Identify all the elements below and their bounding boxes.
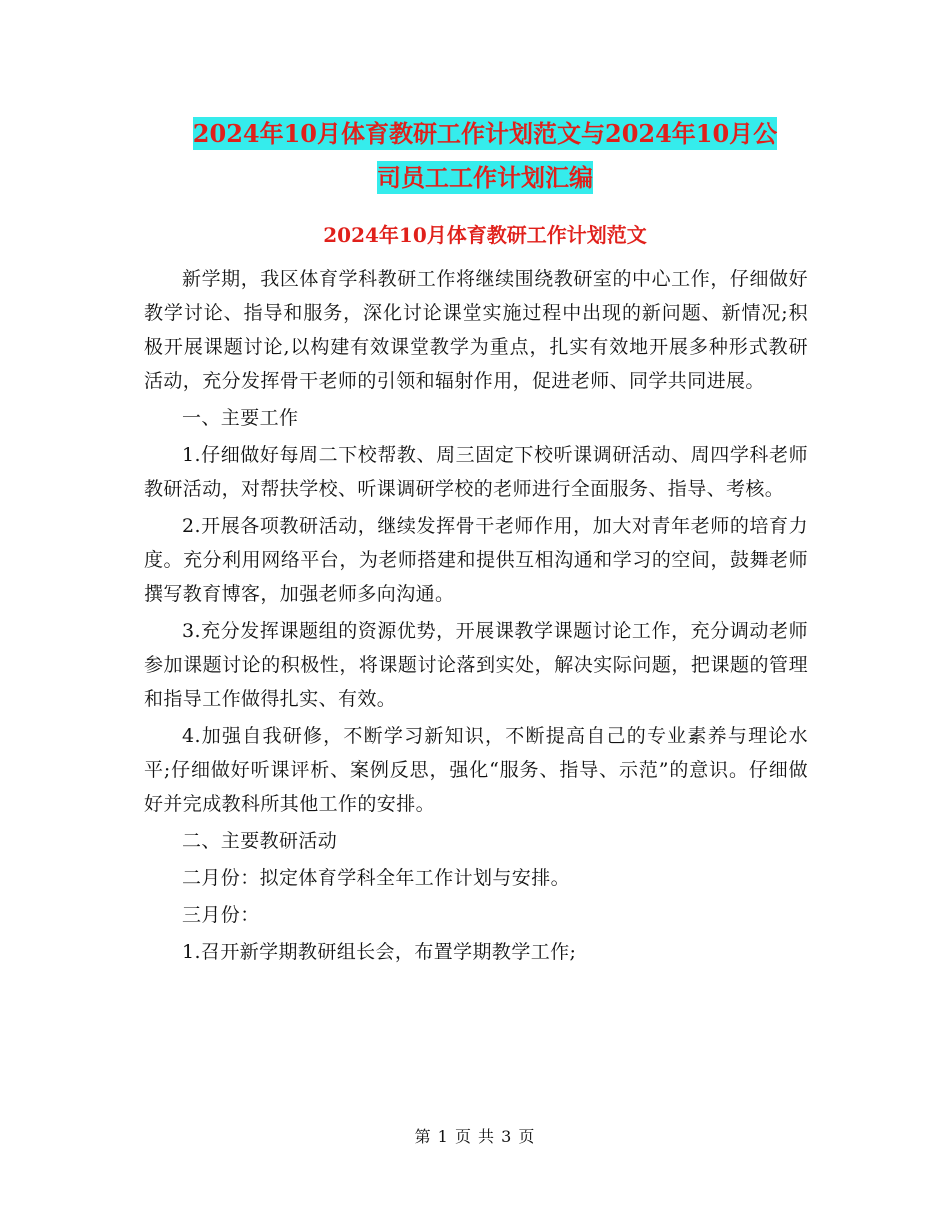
paragraph-march: 三月份： <box>182 904 260 926</box>
paragraph-item-4: 4.加强自我研修，不断学习新知识，不断提高自己的专业素养与理论水平;仔细做好听课评析、案例反思，强化“服务、指导、示范”的意识。仔细做好并完成教科所其他工作的安排。 <box>144 725 808 815</box>
paragraph-item-1: 1.仔细做好每周二下校帮教、周三固定下校听课调研活动、周四学科老师教研活动，对帮扶学校、听课调研学校的老师进行全面服务、指导、考核。 <box>144 444 808 500</box>
section-title: 2024年10月体育教研工作计划范文 <box>323 223 647 247</box>
paragraph-march-item-1: 1.召开新学期教研组长会，布置学期教学工作; <box>182 941 577 963</box>
document-title-line-1: 2024年10月体育教研工作计划范文与2024年10月公 <box>192 119 778 148</box>
paragraph-february: 二月份：拟定体育学科全年工作计划与安排。 <box>182 867 571 889</box>
document-title <box>140 112 830 200</box>
document-body <box>144 262 808 972</box>
paragraph-intro: 新学期，我区体育学科教研工作将继续围绕教研室的中心工作，仔细做好教学讨论、指导和服务，深化讨论课堂实施过程中出现的新问题、新情况;积极开展课题讨论,以构建有效课堂教学为重点，扎实有效地开展多种形式教研活动，充分发挥骨干老师的引领和辐射作用，促进老师、同学共同进展。 <box>144 268 808 392</box>
paragraph-item-3: 3.充分发挥课题组的资源优势，开展课教学课题讨论工作，充分调动老师参加课题讨论的积极性，将课题讨论落到实处，解决实际问题，把课题的管理和指导工作做得扎实、有效。 <box>144 620 808 710</box>
heading-activities: 二、主要教研活动 <box>182 830 338 852</box>
heading-main-work: 一、主要工作 <box>182 407 299 429</box>
page-number: 第 1 页 共 3 页 <box>414 1127 536 1146</box>
document-title-line-2: 司员工工作计划汇编 <box>377 163 593 192</box>
paragraph-item-2: 2.开展各项教研活动，继续发挥骨干老师作用，加大对青年老师的培育力度。充分利用网络平台，为老师搭建和提供互相沟通和学习的空间，鼓舞老师撰写教育博客，加强老师多向沟通。 <box>144 515 808 605</box>
